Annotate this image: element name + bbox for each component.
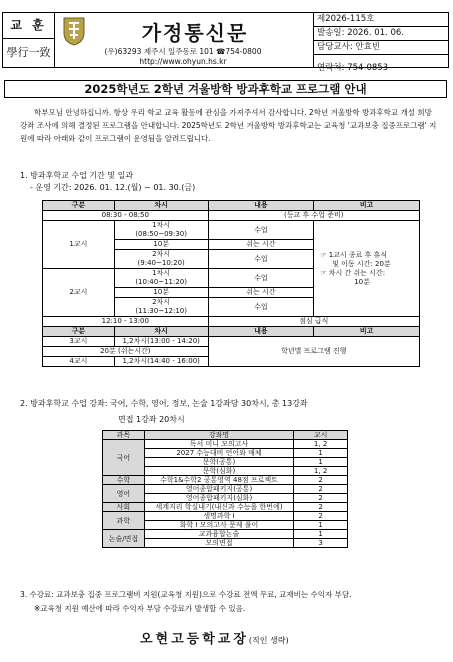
table-row [43, 221, 420, 240]
header-cell: 구분 [43, 327, 115, 337]
course-period: 1 [294, 449, 348, 458]
course-name: 수학1&수학2 공통영역 48점 프로젝트 [144, 476, 293, 485]
time-cell: 08:30 - 08:50 [43, 211, 209, 221]
header-cell: 비고 [314, 201, 420, 211]
header-cell: 차시 [114, 327, 208, 337]
courses-table [102, 430, 348, 548]
principal-title: 오현고등학교장 [140, 632, 249, 647]
header-cell: 교시 [294, 431, 348, 440]
table-row [103, 530, 348, 539]
principal-signature [140, 628, 289, 647]
content-cell: 수업 [208, 250, 314, 269]
course-name: 생명과학 I [144, 512, 293, 521]
session-cell: 1차시 (10:40~11:20) [114, 269, 208, 288]
content-cell: 쉬는 시간 [208, 288, 314, 298]
course-name: 교과융합논술 [144, 530, 293, 539]
course-name: 2027 수능대비 언어와 매체 [144, 449, 293, 458]
course-period: 2 [294, 485, 348, 494]
table-header-row [43, 201, 420, 211]
table-row [103, 440, 348, 449]
document-number: 제2026-115호 [314, 13, 449, 27]
fee-line: 3. 수강료: 교과보충 집중 프로그램비 지원(교육청 지원)으로 수강료 전액 무료, 교재비는 수익자 부담. [20, 590, 352, 599]
course-period: 2 [294, 512, 348, 521]
subject-cell: 사회 [103, 503, 145, 512]
session-cell: 10분 [114, 240, 208, 250]
course-period: 2 [294, 494, 348, 503]
content-cell: 쉬는 시간 [208, 240, 314, 250]
table-row [43, 211, 420, 221]
course-name: 문학(공통) [144, 458, 293, 467]
session-cell: 2차시 (9:40~10:20) [114, 250, 208, 269]
schedule-table [42, 200, 420, 367]
session-cell: 2차시 (11:30~12:10) [114, 298, 208, 317]
header-cell: 내용 [208, 327, 314, 337]
subject-cell: 과학 [103, 512, 145, 530]
period-cell: 3교시 [43, 337, 115, 347]
school-motto: 學行一致 [3, 39, 55, 68]
fee-note: ※교육청 지원 예산에 따라 수익자 부담 수강료가 발생할 수 있음. [34, 604, 246, 613]
motto-label: 교 훈 [3, 13, 55, 39]
newsletter-header [2, 12, 449, 73]
course-name: 화학 I 모의고사 문제 풀이 [144, 521, 293, 530]
course-name: 세계지리 학실내기(내신과 수능을 한번에) [144, 503, 293, 512]
header-cell: 강좌명 [144, 431, 293, 440]
table-row [43, 337, 420, 347]
content-cell: 점심 급식 [208, 317, 419, 327]
subject-cell: 영어 [103, 485, 145, 503]
period-cell: 1교시 [43, 221, 115, 269]
course-period: 1 [294, 521, 348, 530]
content-cell: 수업 [208, 269, 314, 288]
table-row [103, 503, 348, 512]
course-name: 영어종합패키지(공통) [144, 485, 293, 494]
table-row [43, 317, 420, 327]
content-cell: 수업 [208, 221, 314, 240]
break-cell: 20분 (쉬는시간) [43, 347, 209, 357]
course-name: 영어종합패키지(심화) [144, 494, 293, 503]
course-period: 2 [294, 503, 348, 512]
course-period: 3 [294, 539, 348, 548]
section2-subheading: 면접 1강좌 20차시 [118, 415, 185, 424]
header-cell: 구분 [43, 201, 115, 211]
session-cell: 1차시 (08:50~09:30) [114, 221, 208, 240]
school-logo-icon [61, 15, 87, 47]
subject-cell: 국어 [103, 440, 145, 476]
header-cell: 과목 [103, 431, 145, 440]
subject-cell: 논술/면접 [103, 530, 145, 548]
school-address: (우)63293 제주시 일주동로 101 ☎754-0800 [104, 47, 262, 56]
table-row [103, 512, 348, 521]
section1-heading: 1. 방과후학교 수업 기간 및 일과 [20, 171, 134, 180]
period-cell: 4교시 [43, 357, 115, 367]
time-cell: 12:10 - 13:00 [43, 317, 209, 327]
operation-period: - 운영 기간: 2026. 01. 12.(월) ~ 01. 30.(금) [30, 183, 196, 192]
subject-cell: 수학 [103, 476, 145, 485]
header-cell: 비고 [314, 327, 420, 337]
period-cell: 2교시 [43, 269, 115, 317]
send-date: 발송일: 2026. 01. 06. [314, 27, 449, 41]
course-name: 모의면접 [144, 539, 293, 548]
table-row [103, 476, 348, 485]
teacher-in-charge: 담당교사: 안효빈 [314, 41, 449, 55]
table-row [103, 485, 348, 494]
course-name: 독서 미니 모의고사 [144, 440, 293, 449]
document-meta [313, 13, 449, 73]
table-header-row [43, 327, 420, 337]
contact-number: 연락처: 754-0853 [317, 63, 389, 73]
section2-heading: 2. 방과후학교 수업 강좌: 국어, 수학, 영어, 정보, 논술 1강좌당 30차시, 총 13강좌 [20, 399, 308, 408]
school-website[interactable]: http://www.ohyun.hs.kr [139, 57, 227, 66]
seal-omitted-note: (직인 생략) [248, 636, 289, 645]
header-cell: 차시 [114, 201, 208, 211]
course-period: 1 [294, 530, 348, 539]
session-cell: 10분 [114, 288, 208, 298]
note-cell: ☞ 1교시 종료 후 휴식 및 이동 시간: 20분 ☞ 차시 간 쉬는 시간: 10분 [314, 221, 420, 317]
school-address-block [63, 47, 303, 67]
session-cell: 1,2차시(14:40 - 16:00) [114, 357, 208, 367]
newsletter-title: 가정통신문 [141, 21, 249, 45]
page-title: 2025학년도 2학년 겨울방학 방과후학교 프로그램 안내 [4, 80, 447, 98]
content-cell: 학년별 프로그램 진행 [208, 337, 419, 367]
course-period: 2 [294, 476, 348, 485]
header-cell: 내용 [208, 201, 314, 211]
course-period: 1 [294, 458, 348, 467]
course-period: 1, 2 [294, 467, 348, 476]
table-header-row [103, 431, 348, 440]
content-cell: (등교 후 수업 준비) [208, 211, 419, 221]
course-period: 1, 2 [294, 440, 348, 449]
intro-paragraph: 학부모님 안녕하십니까. 항상 우리 학교 교육 활동에 관심을 가져주셔서 감사합니다. 2학년 겨울방학 방과후학교 개설 희망 강좌 조사에 의해 결정된 프로그램을 안내합니다. 2025학년도 2학년 겨울방학 방과후학교는 교육청 '교과보충 집중프로그램' 지원에 따라 아래와 같이 프로그램이 운영됨을 알려드립니다. [20, 108, 437, 143]
course-name: 문학(심화) [144, 467, 293, 476]
section3-fees [20, 588, 351, 616]
session-cell: 1,2차시(13:00 - 14:20) [114, 337, 208, 347]
content-cell: 수업 [208, 298, 314, 317]
